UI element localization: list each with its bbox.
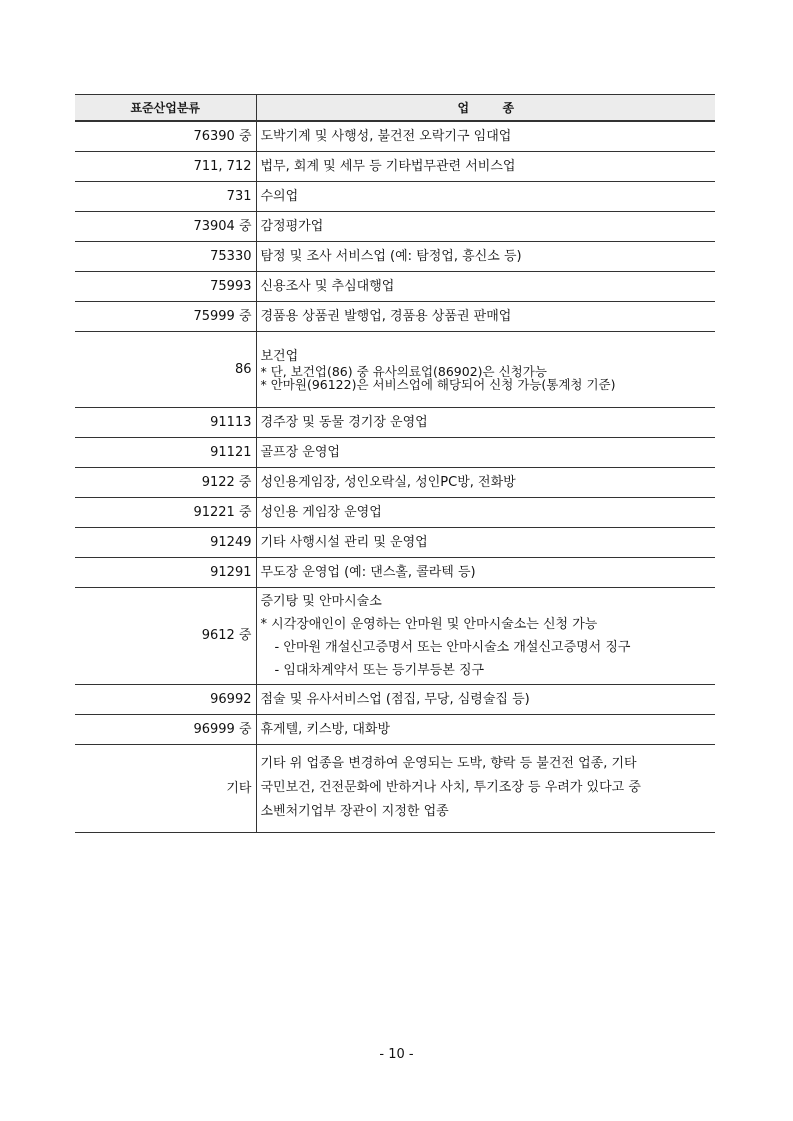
row-code: 91121 [75,438,256,468]
row-code: 96992 [75,685,256,715]
table-row [75,528,715,558]
row-description: 도박기계 및 사행성, 불건전 오락기구 임대업 [256,121,715,152]
row-description: 기타 사행시설 관리 및 운영업 [256,528,715,558]
row-description: 경주장 및 동물 경기장 운영업 [256,408,715,438]
header-industry-type: 업 종 [256,95,715,122]
table-row [75,438,715,468]
row-description: 감정평가업 [256,212,715,242]
row-code: 75999 중 [75,302,256,332]
row-code: 73904 중 [75,212,256,242]
table-row [75,152,715,182]
row-code: 91291 [75,558,256,588]
row-code: 기타 [75,745,256,833]
row-description: 탐정 및 조사 서비스업 (예: 탐정업, 흥신소 등) [256,242,715,272]
row-code: 731 [75,182,256,212]
table-row [75,408,715,438]
row-line: 소벤처기업부 장관이 지정한 업종 [260,803,449,819]
row-description: 신용조사 및 추심대행업 [256,272,715,302]
row-note: * 안마원(96122)은 서비스업에 해당되어 신청 가능(통계청 기준) [260,376,616,392]
row-code: 75993 [75,272,256,302]
table-row [75,242,715,272]
row-description: 골프장 운영업 [256,438,715,468]
table-row [75,468,715,498]
row-note: * 단, 보건업(86) 중 유사의료업(86902)은 신청가능 [260,363,547,379]
row-line: 기타 위 업종을 변경하여 운영되는 도박, 향락 등 불건전 업종, 기타 [260,755,637,771]
table-row [75,745,715,833]
table-row [75,498,715,528]
row-code: 75330 [75,242,256,272]
table-row [75,715,715,745]
row-code: 86 [75,332,256,408]
table-row [75,272,715,302]
row-subnote: - 안마원 개설신고증명서 또는 안마시술소 개설신고증명서 징구 [274,640,631,655]
table-row [75,121,715,152]
header-industry-code: 표준산업분류 [75,95,256,122]
row-note: * 시각장애인이 운영하는 안마원 및 안마시술소는 신청 가능 [260,617,598,632]
row-line: 증기탕 및 안마시술소 [260,594,382,609]
row-description [256,745,715,833]
industry-exclusion-table [75,94,715,833]
row-code: 96999 중 [75,715,256,745]
row-line: 국민보건, 건전문화에 반하거나 사치, 투기조장 등 우려가 있다고 중 [260,779,641,795]
row-description: 성인용게임장, 성인오락실, 성인PC방, 전화방 [256,468,715,498]
table-row [75,212,715,242]
table-row [75,302,715,332]
row-code: 9122 중 [75,468,256,498]
row-code: 91113 [75,408,256,438]
row-code: 711, 712 [75,152,256,182]
table-row [75,588,715,685]
row-description: 점술 및 유사서비스업 (점집, 무당, 심령술집 등) [256,685,715,715]
row-line: 보건업 [260,348,299,364]
row-description: 경품용 상품권 발행업, 경품용 상품권 판매업 [256,302,715,332]
row-description: 성인용 게임장 운영업 [256,498,715,528]
table-row [75,332,715,408]
page-number: - 10 - [379,1047,414,1062]
row-description: 휴게텔, 키스방, 대화방 [256,715,715,745]
row-description: 수의업 [256,182,715,212]
row-subnote: - 임대차계약서 또는 등기부등본 징구 [274,663,485,678]
row-code: 76390 중 [75,121,256,152]
table-row [75,558,715,588]
row-description: 법무, 회계 및 세무 등 기타법무관련 서비스업 [256,152,715,182]
row-code: 91249 [75,528,256,558]
table-row [75,182,715,212]
table-header-row [75,95,715,122]
row-description [256,332,715,408]
row-code: 9612 중 [75,588,256,685]
row-code: 91221 중 [75,498,256,528]
row-description: 무도장 운영업 (예: 댄스홀, 콜라텍 등) [256,558,715,588]
table-row [75,685,715,715]
row-description [256,588,715,685]
